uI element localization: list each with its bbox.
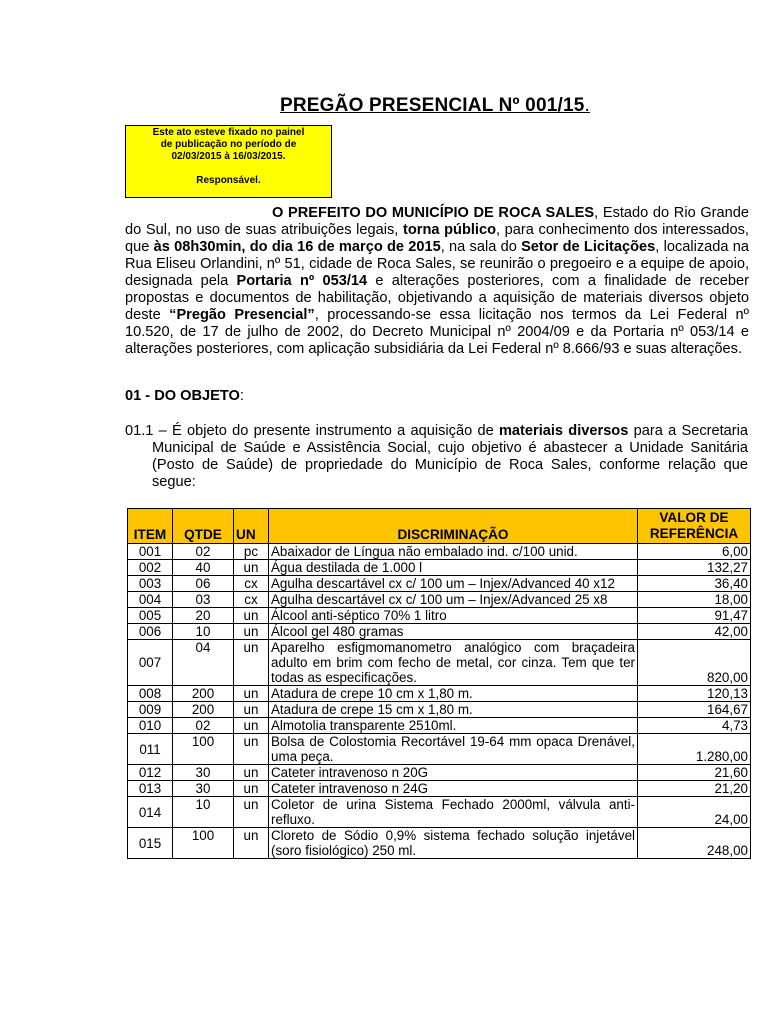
item-cell: 003	[128, 576, 173, 592]
item-cell: 012	[128, 765, 173, 781]
item-cell: 011	[128, 734, 173, 765]
description-cell: Aparelho esfigmomanometro analógico com braçadeira adulto em brim com fecho de metal, cor cinza. Tem que ter todas as especificações.	[269, 640, 638, 686]
description-cell: Coletor de urina Sistema Fechado 2000ml, válvula anti-refluxo.	[269, 797, 638, 828]
un-cell: un	[234, 718, 269, 734]
qtde-cell: 02	[173, 718, 234, 734]
table-row	[128, 640, 751, 686]
item-cell: 006	[128, 624, 173, 640]
item-cell: 005	[128, 608, 173, 624]
item-cell: 014	[128, 797, 173, 828]
un-cell: un	[234, 624, 269, 640]
qtde-cell: 03	[173, 592, 234, 608]
qtde-cell: 200	[173, 702, 234, 718]
valor-cell: 120,13	[638, 686, 751, 702]
valor-cell: 18,00	[638, 592, 751, 608]
valor-cell: 164,67	[638, 702, 751, 718]
valor-cell: 21,20	[638, 781, 751, 797]
table-row	[128, 576, 751, 592]
document-title: PREGÃO PRESENCIAL Nº 001/15.	[280, 95, 590, 116]
description-cell: Álcool anti-séptico 70% 1 litro	[269, 608, 638, 624]
item-cell: 015	[128, 828, 173, 859]
description-cell: Água destilada de 1.000 l	[269, 560, 638, 576]
un-cell: pc	[234, 544, 269, 560]
un-cell: un	[234, 608, 269, 624]
header-item: ITEM	[128, 509, 173, 544]
item-cell: 013	[128, 781, 173, 797]
valor-cell: 6,00	[638, 544, 751, 560]
table-row	[128, 608, 751, 624]
qtde-cell: 10	[173, 797, 234, 828]
table-row	[128, 544, 751, 560]
item-cell: 010	[128, 718, 173, 734]
qtde-cell: 02	[173, 544, 234, 560]
un-cell: un	[234, 797, 269, 828]
description-cell: Agulha descartável cx c/ 100 um – Injex/Advanced 25 x8	[269, 592, 638, 608]
item-cell: 001	[128, 544, 173, 560]
un-cell: un	[234, 828, 269, 859]
description-cell: Atadura de crepe 10 cm x 1,80 m.	[269, 686, 638, 702]
qtde-cell: 20	[173, 608, 234, 624]
table-row	[128, 781, 751, 797]
qtde-cell: 30	[173, 781, 234, 797]
description-cell: Cloreto de Sódio 0,9% sistema fechado solução injetável (soro fisiológico) 250 ml.	[269, 828, 638, 859]
table-row	[128, 765, 751, 781]
section-heading: 01 - DO OBJETO:	[125, 388, 244, 404]
description-cell: Atadura de crepe 15 cm x 1,80 m.	[269, 702, 638, 718]
un-cell: un	[234, 781, 269, 797]
header-un: UN	[234, 509, 269, 544]
description-cell: Almotolia transparente 2510ml.	[269, 718, 638, 734]
notice-signature: Responsável.	[196, 175, 261, 186]
un-cell: un	[234, 702, 269, 718]
valor-cell: 36,40	[638, 576, 751, 592]
item-cell: 009	[128, 702, 173, 718]
notice-line: Este ato esteve fixado no painel	[152, 127, 305, 138]
un-cell: cx	[234, 576, 269, 592]
qtde-cell: 06	[173, 576, 234, 592]
valor-cell: 820,00	[638, 640, 751, 686]
items-table	[127, 508, 751, 859]
un-cell: un	[234, 640, 269, 686]
valor-cell: 1.280,00	[638, 734, 751, 765]
notice-line: de publicação no período de	[160, 139, 297, 150]
valor-cell: 91,47	[638, 608, 751, 624]
description-cell: Cateter intravenoso n 20G	[269, 765, 638, 781]
description-cell: Abaixador de Língua não embalado ind. c/100 unid.	[269, 544, 638, 560]
table-row	[128, 718, 751, 734]
valor-cell: 248,00	[638, 828, 751, 859]
un-cell: un	[234, 686, 269, 702]
table-row	[128, 734, 751, 765]
posting-notice-box	[125, 125, 332, 198]
intro-paragraph: O PREFEITO DO MUNICÍPIO DE ROCA SALES, Estado do Rio Grande do Sul, no uso de suas atribuições legais, torna público, para conhecimento dos interessados, que às 08h30min, do dia 16 de março de 2015, na sala do Setor de Licitações, localizada na Rua Eliseu Orlandini, nº 51, cidade de Roca Sales, se reunirão o pregoeiro e a equipe de apoio, designada pela Portaria nº 053/14 e alterações posteriores, com a finalidade de receber propostas e documentos de habilitação, objetivando a aquisição de materiais diversos objeto deste “Pregão Presencial”, processando-se essa licitação nos termos da Lei Federal nº 10.520, de 17 de julho de 2002, do Decreto Municipal nº 2004/09 e da Portaria nº 053/14 e alterações posteriores, com aplicação subsidiária da Lei Federal nº 8.666/93 e suas alterações.	[125, 205, 749, 357]
table-row	[128, 592, 751, 608]
item-cell: 002	[128, 560, 173, 576]
qtde-cell: 100	[173, 828, 234, 859]
table-row	[128, 828, 751, 859]
description-cell: Agulha descartável cx c/ 100 um – Injex/Advanced 40 x12	[269, 576, 638, 592]
qtde-cell: 04	[173, 640, 234, 686]
valor-cell: 24,00	[638, 797, 751, 828]
qtde-cell: 40	[173, 560, 234, 576]
valor-cell: 42,00	[638, 624, 751, 640]
notice-line: 02/03/2015 à 16/03/2015.	[171, 151, 286, 162]
valor-cell: 21,60	[638, 765, 751, 781]
valor-cell: 4,73	[638, 718, 751, 734]
qtde-cell: 10	[173, 624, 234, 640]
table-row	[128, 797, 751, 828]
table-row	[128, 624, 751, 640]
header-valor: VALOR DE REFERÊNCIA	[638, 509, 751, 544]
table-row	[128, 702, 751, 718]
table-row	[128, 686, 751, 702]
un-cell: un	[234, 734, 269, 765]
item-cell: 004	[128, 592, 173, 608]
item-cell: 008	[128, 686, 173, 702]
header-qtde: QTDE	[173, 509, 234, 544]
un-cell: un	[234, 560, 269, 576]
header-discriminacao: DISCRIMINAÇÃO	[269, 509, 638, 544]
qtde-cell: 200	[173, 686, 234, 702]
qtde-cell: 30	[173, 765, 234, 781]
qtde-cell: 100	[173, 734, 234, 765]
object-paragraph: 01.1 – É objeto do presente instrumento a aquisição de materiais diversos para a Secretaria Municipal de Saúde e Assistência Social, cujo objetivo é abastecer a Unidade Sanitária (Posto de Saúde) de propriedade do Município de Roca Sales, conforme relação que segue:	[125, 423, 748, 490]
description-cell: Cateter intravenoso n 24G	[269, 781, 638, 797]
table-row	[128, 560, 751, 576]
table-header-row	[128, 509, 751, 544]
un-cell: un	[234, 765, 269, 781]
un-cell: cx	[234, 592, 269, 608]
item-cell: 007	[128, 640, 173, 686]
description-cell: Bolsa de Colostomia Recortável 19-64 mm opaca Drenável, uma peça.	[269, 734, 638, 765]
valor-cell: 132,27	[638, 560, 751, 576]
description-cell: Álcool gel 480 gramas	[269, 624, 638, 640]
